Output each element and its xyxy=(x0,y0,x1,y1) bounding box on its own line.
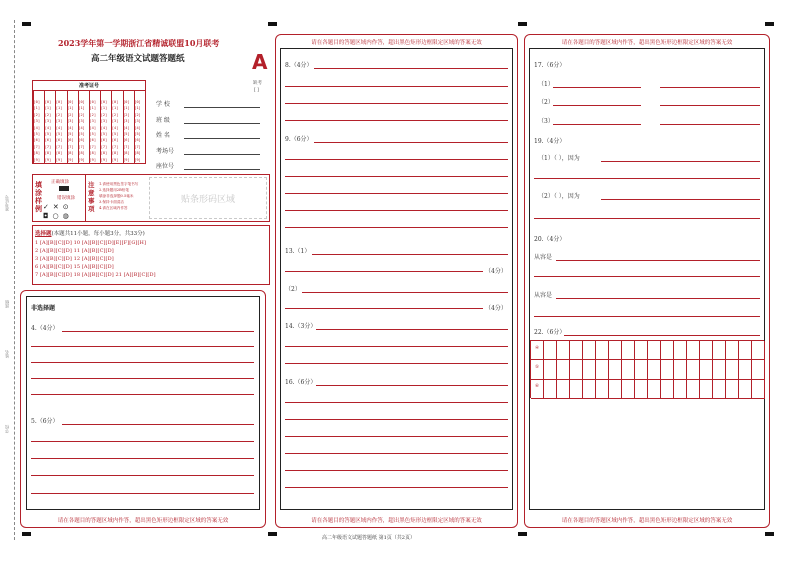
side-label-name: 姓名 xyxy=(4,350,9,358)
notes-separator xyxy=(85,175,86,221)
writing-cell[interactable] xyxy=(726,380,739,399)
writing-cell[interactable] xyxy=(557,360,570,379)
writing-cell[interactable] xyxy=(648,380,661,399)
id-digit-bubble[interactable]: [3] xyxy=(100,119,108,124)
version-letter: A xyxy=(252,50,268,74)
writing-cell[interactable] xyxy=(583,341,596,360)
id-digit-bubble[interactable]: [5] xyxy=(55,132,63,136)
q14-line[interactable] xyxy=(285,363,508,364)
id-digit-bubble[interactable]: [0] xyxy=(67,100,74,104)
id-digit-bubble[interactable]: [7] xyxy=(100,144,108,149)
id-digit-bubble[interactable]: [0] xyxy=(33,100,40,104)
writing-cell[interactable] xyxy=(596,360,609,379)
choice-box xyxy=(32,225,270,285)
page-footer: 高二年级语文试题答题纸 第1页（共2页） xyxy=(322,535,415,541)
q17-3-label: （3） xyxy=(538,118,554,125)
id-digit-bubble[interactable]: [5] xyxy=(100,132,108,136)
id-digit-bubble[interactable]: [4] xyxy=(78,125,85,130)
id-digit-bubble[interactable]: [7] xyxy=(89,144,96,149)
id-digit-bubble[interactable]: [3] xyxy=(111,119,119,124)
q4-line[interactable] xyxy=(62,331,254,332)
q17-1-label: （1） xyxy=(538,81,554,88)
q4-line[interactable] xyxy=(31,346,254,347)
q17-line[interactable] xyxy=(553,87,641,88)
room-label: 考场号 xyxy=(156,148,175,155)
q19-line[interactable] xyxy=(601,199,760,200)
id-digit-bubble[interactable]: [6] xyxy=(44,138,52,143)
q9-label: 9.（6分） xyxy=(285,136,313,143)
writing-cell[interactable] xyxy=(739,380,752,399)
id-digit-bubble[interactable]: [3] xyxy=(44,119,52,124)
q9-line[interactable] xyxy=(285,193,508,194)
id-digit-bubble[interactable]: [4] xyxy=(134,125,141,130)
q16-line[interactable] xyxy=(285,402,508,403)
q14-label: 14.（3分） xyxy=(285,323,317,330)
writing-cell[interactable] xyxy=(570,380,583,399)
answer-area-2 xyxy=(280,48,513,510)
side-label-school: 学校 xyxy=(4,425,9,433)
id-digit-bubble[interactable]: [0] xyxy=(89,100,96,104)
id-digit-bubble[interactable]: [2] xyxy=(134,112,141,117)
q20-a-label: 从容是 xyxy=(534,254,553,261)
id-digit-bubble[interactable]: [8] xyxy=(67,151,74,156)
id-digit-bubble[interactable]: [7] xyxy=(67,144,74,149)
q4-line[interactable] xyxy=(31,362,254,363)
writing-cell[interactable] xyxy=(609,360,622,379)
id-digit-bubble[interactable]: [2] xyxy=(55,112,63,117)
grid-row-label: ⑥ xyxy=(535,384,540,389)
q13-line[interactable] xyxy=(285,308,483,309)
id-digit-bubble[interactable]: [0] xyxy=(111,100,119,104)
notice-bottom-3: 请在各题目的答题区域内作答，超出黑色矩形边框限定区域的答案无效 xyxy=(561,518,733,524)
id-digit-bubble[interactable]: [7] xyxy=(44,144,52,149)
q4-line[interactable] xyxy=(31,378,254,379)
id-digit-bubble[interactable]: [0] xyxy=(44,100,52,104)
q20-line[interactable] xyxy=(534,316,760,317)
id-digit-bubble[interactable]: [4] xyxy=(44,125,52,130)
id-digit-bubble[interactable]: [1] xyxy=(33,106,40,111)
writing-cell[interactable] xyxy=(544,360,557,379)
id-digit-bubble[interactable]: [9] xyxy=(89,157,96,162)
school-label: 学 校 xyxy=(156,101,170,108)
id-digit-bubble[interactable]: [8] xyxy=(111,151,119,156)
writing-cell[interactable] xyxy=(739,341,752,360)
id-digit-bubble[interactable]: [4] xyxy=(89,125,96,130)
id-digit-bubble[interactable]: [6] xyxy=(100,138,108,143)
id-digit-bubble[interactable]: [1] xyxy=(44,106,52,111)
writing-cell[interactable] xyxy=(713,341,726,360)
id-digit-bubble[interactable]: [7] xyxy=(123,144,130,149)
q5-line[interactable] xyxy=(62,424,254,425)
id-digit-bubble[interactable]: [5] xyxy=(67,132,74,136)
q16-line[interactable] xyxy=(285,453,508,454)
writing-cell[interactable] xyxy=(622,360,635,379)
q5-label: 5.（6分） xyxy=(31,418,59,425)
writing-cell[interactable] xyxy=(596,341,609,360)
id-digit-bubble[interactable]: [4] xyxy=(123,125,130,130)
absent-label: 缺考 xyxy=(253,81,262,86)
q16-line[interactable] xyxy=(285,436,508,437)
q13-2-points: （4分） xyxy=(485,305,507,312)
id-digit-bubble[interactable]: [6] xyxy=(55,138,63,143)
id-digit-bubble[interactable]: [2] xyxy=(111,112,119,117)
q19-line[interactable] xyxy=(534,178,760,179)
id-digit-bubble[interactable]: [2] xyxy=(44,112,52,117)
writing-cell[interactable] xyxy=(739,360,752,379)
writing-cell[interactable] xyxy=(752,360,765,379)
id-digit-bubble[interactable]: [1] xyxy=(134,106,141,111)
q19-1-label: （1）（ ），因为 xyxy=(538,155,580,162)
writing-cell[interactable] xyxy=(713,360,726,379)
registration-mark xyxy=(22,532,31,536)
q5-line[interactable] xyxy=(31,493,254,494)
id-digit-bubble[interactable]: [9] xyxy=(100,157,108,162)
q16-line[interactable] xyxy=(285,470,508,471)
writing-cell[interactable] xyxy=(635,341,648,360)
absent-checkbox[interactable]: [ ] xyxy=(254,88,259,93)
q8-line[interactable] xyxy=(314,68,508,69)
writing-cell[interactable] xyxy=(557,341,570,360)
q17-2-label: （2） xyxy=(538,99,554,106)
writing-cell[interactable] xyxy=(609,341,622,360)
q5-line[interactable] xyxy=(31,475,254,476)
writing-cell[interactable] xyxy=(531,380,544,399)
writing-cell[interactable] xyxy=(544,341,557,360)
q4-label: 4.（4分） xyxy=(31,325,59,332)
writing-cell[interactable] xyxy=(674,360,687,379)
writing-cell[interactable] xyxy=(687,380,700,399)
notes-list: 1.请使用黑色签字笔书写 2.选择题用2B铅笔 填涂非选择题0.5毫米 3.保持卡面清洁 4.请在区域内作答 xyxy=(99,182,139,210)
notice-bottom-1: 请在各题目的答题区域内作答，超出黑色矩形边框限定区域的答案无效 xyxy=(57,518,229,524)
id-digit-bubble[interactable]: [1] xyxy=(111,106,119,111)
writing-cell[interactable] xyxy=(674,341,687,360)
notice-top-3: 请在各题目的答题区域内作答，超出黑色矩形边框限定区域的答案无效 xyxy=(561,40,733,46)
class-label: 班 级 xyxy=(156,117,170,124)
id-digit-bubble[interactable]: [0] xyxy=(55,100,63,104)
q9-line[interactable] xyxy=(285,210,508,211)
id-digit-bubble[interactable]: [3] xyxy=(78,119,85,124)
q8-label: 8.（4分） xyxy=(285,62,313,69)
writing-cell[interactable] xyxy=(661,341,674,360)
id-digit-bubble[interactable]: [8] xyxy=(33,151,40,156)
writing-grid[interactable] xyxy=(530,340,764,398)
binding-line xyxy=(14,20,15,540)
registration-mark xyxy=(765,532,774,536)
registration-mark xyxy=(268,22,277,26)
writing-cell[interactable] xyxy=(700,380,713,399)
id-digit-bubble[interactable]: [6] xyxy=(89,138,96,143)
notice-bottom-2: 请在各题目的答题区域内作答，超出黑色矩形边框限定区域的答案无效 xyxy=(311,518,482,524)
id-digit-bubble[interactable]: [5] xyxy=(123,132,130,136)
q17-line[interactable] xyxy=(660,87,760,88)
choice-row[interactable]: 7 [A][B][C][D] 18 [A][B][C][D] 21 [A][B][C][D] xyxy=(35,272,156,278)
id-digit-bubble[interactable]: [3] xyxy=(55,119,63,124)
q9-line[interactable] xyxy=(314,142,508,143)
nonchoice-title: 非选择题 xyxy=(31,305,56,312)
id-digit-bubble[interactable]: [6] xyxy=(134,138,141,143)
writing-cell[interactable] xyxy=(700,360,713,379)
writing-cell[interactable] xyxy=(635,380,648,399)
choice-header: 选择题(本题共11小题，每小题3分，共33分) xyxy=(35,231,145,237)
id-digit-bubble[interactable]: [1] xyxy=(78,106,85,111)
q8-line[interactable] xyxy=(285,120,508,121)
id-digit-bubble[interactable]: [7] xyxy=(55,144,63,149)
id-digit-bubble[interactable]: [9] xyxy=(111,157,119,162)
q19-line[interactable] xyxy=(534,218,760,219)
id-digit-bubble[interactable]: [0] xyxy=(78,100,85,104)
id-digit-bubble[interactable]: [8] xyxy=(55,151,63,156)
id-digit-bubble[interactable]: [0] xyxy=(134,100,141,104)
writing-cell[interactable] xyxy=(570,341,583,360)
q4-line[interactable] xyxy=(31,394,254,395)
choice-row[interactable]: 1 [A][B][C][D] 10 [A][B][C][D][E][F][G][H] xyxy=(35,240,147,246)
writing-cell[interactable] xyxy=(622,380,635,399)
writing-cell[interactable] xyxy=(622,341,635,360)
id-digit-bubble[interactable]: [9] xyxy=(78,157,85,162)
writing-cell[interactable] xyxy=(544,380,557,399)
name-field[interactable] xyxy=(184,138,260,139)
fill-wrong-label: 错误填涂 xyxy=(57,196,75,201)
fill-example-title: 填涂 样例 xyxy=(35,180,42,213)
id-digit-bubble[interactable]: [4] xyxy=(67,125,74,130)
fill-wrong-samples-2: ◘○◍ xyxy=(43,212,73,220)
id-digit-bubble[interactable]: [3] xyxy=(89,119,96,124)
id-digit-bubble[interactable]: [3] xyxy=(123,119,130,124)
id-digit-bubble[interactable]: [0] xyxy=(123,100,130,104)
notes-title: 注 意 事 项 xyxy=(88,181,95,213)
id-digit-bubble[interactable]: [8] xyxy=(44,151,52,156)
id-digit-bubble[interactable]: [4] xyxy=(111,125,119,130)
school-field[interactable] xyxy=(184,107,260,108)
choice-row[interactable]: 2 [A][B][C][D] 11 [A][B][C][D] xyxy=(35,248,114,254)
id-digit-bubble[interactable]: [9] xyxy=(33,157,40,162)
fill-correct-sample xyxy=(59,186,69,191)
id-digit-bubble[interactable]: [6] xyxy=(67,138,74,143)
sheet-subtitle: 高二年级语文试题答题纸 xyxy=(91,54,185,64)
id-digit-bubble[interactable]: [5] xyxy=(33,132,40,136)
writing-cell[interactable] xyxy=(583,380,596,399)
q8-line[interactable] xyxy=(285,103,508,104)
id-digit-bubble[interactable]: [8] xyxy=(134,151,141,156)
id-digit-bubble[interactable]: [7] xyxy=(111,144,119,149)
q13-1-points: （4分） xyxy=(485,268,507,275)
q13-line[interactable] xyxy=(312,254,508,255)
registration-mark xyxy=(268,532,277,536)
q22-label: 22.（6分） xyxy=(534,329,566,336)
writing-cell[interactable] xyxy=(583,360,596,379)
q9-line[interactable] xyxy=(285,159,508,160)
id-digit-bubble[interactable]: [6] xyxy=(78,138,85,143)
q20-line[interactable] xyxy=(534,276,760,277)
registration-mark xyxy=(518,22,527,26)
notice-top-2: 请在各题目的答题区域内作答，超出黑色矩形边框限定区域的答案无效 xyxy=(311,40,482,46)
registration-mark xyxy=(518,532,527,536)
seat-field[interactable] xyxy=(184,169,260,170)
q14-line[interactable] xyxy=(285,346,508,347)
writing-cell[interactable] xyxy=(609,380,622,399)
id-digit-bubble[interactable]: [2] xyxy=(123,112,130,117)
writing-cell[interactable] xyxy=(687,341,700,360)
q14-line[interactable] xyxy=(316,329,508,330)
q20-line[interactable] xyxy=(556,298,760,299)
barcode-area xyxy=(149,177,267,219)
id-digit-bubble[interactable]: [2] xyxy=(33,112,40,117)
id-digit-bubble[interactable]: [5] xyxy=(134,132,141,136)
id-digit-bubble[interactable]: [8] xyxy=(100,151,108,156)
writing-cell[interactable] xyxy=(557,380,570,399)
room-field[interactable] xyxy=(184,154,260,155)
q16-label: 16.（6分） xyxy=(285,379,317,386)
q13-2-label: （2） xyxy=(285,286,301,293)
side-label-id: 准考证号 xyxy=(4,195,9,211)
q22-line[interactable] xyxy=(564,335,760,336)
writing-cell[interactable] xyxy=(661,380,674,399)
q19-line[interactable] xyxy=(601,161,760,162)
q19-2-label: （2）（ ），因为 xyxy=(538,193,580,200)
id-digit-bubble[interactable]: [1] xyxy=(55,106,63,111)
q13-line[interactable] xyxy=(285,271,483,272)
exam-id-bubbles[interactable] xyxy=(33,99,145,163)
class-field[interactable] xyxy=(184,123,260,124)
registration-mark xyxy=(22,22,31,26)
writing-cell[interactable] xyxy=(570,360,583,379)
writing-cell[interactable] xyxy=(726,360,739,379)
writing-cell[interactable] xyxy=(752,380,765,399)
exam-id-grid xyxy=(32,80,146,164)
id-digit-bubble[interactable]: [8] xyxy=(78,151,85,156)
q13-line[interactable] xyxy=(302,292,508,293)
q9-line[interactable] xyxy=(285,227,508,228)
choice-row[interactable]: 3 [A][B][C][D] 12 [A][B][C][D] xyxy=(35,256,114,262)
q17-line[interactable] xyxy=(553,124,641,125)
id-digit-bubble[interactable]: [1] xyxy=(67,106,74,111)
q8-line[interactable] xyxy=(285,86,508,87)
q5-line[interactable] xyxy=(31,458,254,459)
id-digit-bubble[interactable]: [3] xyxy=(67,119,74,124)
fill-wrong-samples: ✓✕⊙ xyxy=(43,203,73,211)
id-digit-bubble[interactable]: [9] xyxy=(55,157,63,162)
exam-title: 2023学年第一学期浙江省精诚联盟10月联考 xyxy=(58,38,220,48)
answer-area-3 xyxy=(529,48,765,510)
id-digit-bubble[interactable]: [1] xyxy=(100,106,108,111)
q16-line[interactable] xyxy=(316,385,508,386)
id-digit-bubble[interactable]: [7] xyxy=(78,144,85,149)
id-digit-bubble[interactable]: [5] xyxy=(78,132,85,136)
writing-cell[interactable] xyxy=(726,341,739,360)
writing-cell[interactable] xyxy=(713,380,726,399)
id-digit-bubble[interactable]: [8] xyxy=(123,151,130,156)
choice-row[interactable]: 6 [A][B][C][D] 15 [A][B][C][D] xyxy=(35,264,114,270)
grid-row-label: ④ xyxy=(535,346,540,351)
id-digit-bubble[interactable]: [7] xyxy=(33,144,40,149)
id-digit-bubble[interactable]: [9] xyxy=(67,157,74,162)
id-digit-bubble[interactable]: [5] xyxy=(89,132,96,136)
q17-line[interactable] xyxy=(660,124,760,125)
writing-cell[interactable] xyxy=(674,380,687,399)
q13-1-label: 13.（1） xyxy=(285,248,311,255)
id-digit-bubble[interactable]: [8] xyxy=(89,151,96,156)
barcode-label: 贴条形码区域 xyxy=(180,195,235,205)
grid-row-label: ⑤ xyxy=(535,365,540,370)
id-digit-bubble[interactable]: [4] xyxy=(55,125,63,130)
q17-label: 17.（6分） xyxy=(534,62,566,69)
id-digit-bubble[interactable]: [9] xyxy=(134,157,141,162)
name-label: 姓 名 xyxy=(156,132,170,139)
fill-notes-box xyxy=(32,174,270,222)
id-digit-bubble[interactable]: [1] xyxy=(89,106,96,111)
registration-mark xyxy=(765,22,774,26)
writing-cell[interactable] xyxy=(648,341,661,360)
id-digit-bubble[interactable]: [2] xyxy=(89,112,96,117)
id-digit-bubble[interactable]: [2] xyxy=(67,112,74,117)
writing-cell[interactable] xyxy=(700,341,713,360)
id-digit-bubble[interactable]: [6] xyxy=(33,138,40,143)
q17-line[interactable] xyxy=(660,105,760,106)
writing-cell[interactable] xyxy=(687,360,700,379)
writing-cell[interactable] xyxy=(661,360,674,379)
id-digit-bubble[interactable]: [5] xyxy=(44,132,52,136)
seat-label: 座位号 xyxy=(156,163,175,170)
fill-correct-label: 正确填涂 xyxy=(51,180,69,185)
id-digit-bubble[interactable]: [9] xyxy=(123,157,130,162)
id-digit-bubble[interactable]: [7] xyxy=(134,144,141,149)
id-digit-bubble[interactable]: [6] xyxy=(123,138,130,143)
id-digit-bubble[interactable]: [0] xyxy=(100,100,108,104)
answer-area-1 xyxy=(26,296,260,510)
q20-line[interactable] xyxy=(556,260,760,261)
id-digit-bubble[interactable]: [4] xyxy=(33,125,40,130)
id-digit-bubble[interactable]: [5] xyxy=(111,132,119,136)
id-digit-bubble[interactable]: [3] xyxy=(134,119,141,124)
q20-label: 20.（4分） xyxy=(534,236,566,243)
writing-cell[interactable] xyxy=(752,341,765,360)
id-digit-bubble[interactable]: [1] xyxy=(123,106,130,111)
writing-cell[interactable] xyxy=(596,380,609,399)
q20-b-label: 从容是 xyxy=(534,292,553,299)
writing-cell[interactable] xyxy=(648,360,661,379)
q16-line[interactable] xyxy=(285,419,508,420)
q19-label: 19.（4分） xyxy=(534,138,566,145)
id-digit-bubble[interactable]: [2] xyxy=(78,112,85,117)
q16-line[interactable] xyxy=(285,487,508,488)
writing-cell[interactable] xyxy=(635,360,648,379)
q17-line[interactable] xyxy=(553,105,641,106)
id-digit-bubble[interactable]: [4] xyxy=(100,125,108,130)
q5-line[interactable] xyxy=(31,441,254,442)
id-digit-bubble[interactable]: [3] xyxy=(33,119,40,124)
side-label-class: 班级 xyxy=(4,300,9,308)
id-digit-bubble[interactable]: [9] xyxy=(44,157,52,162)
exam-id-label: 准考证号 xyxy=(33,81,145,91)
id-digit-bubble[interactable]: [2] xyxy=(100,112,108,117)
q9-line[interactable] xyxy=(285,176,508,177)
id-digit-bubble[interactable]: [6] xyxy=(111,138,119,143)
